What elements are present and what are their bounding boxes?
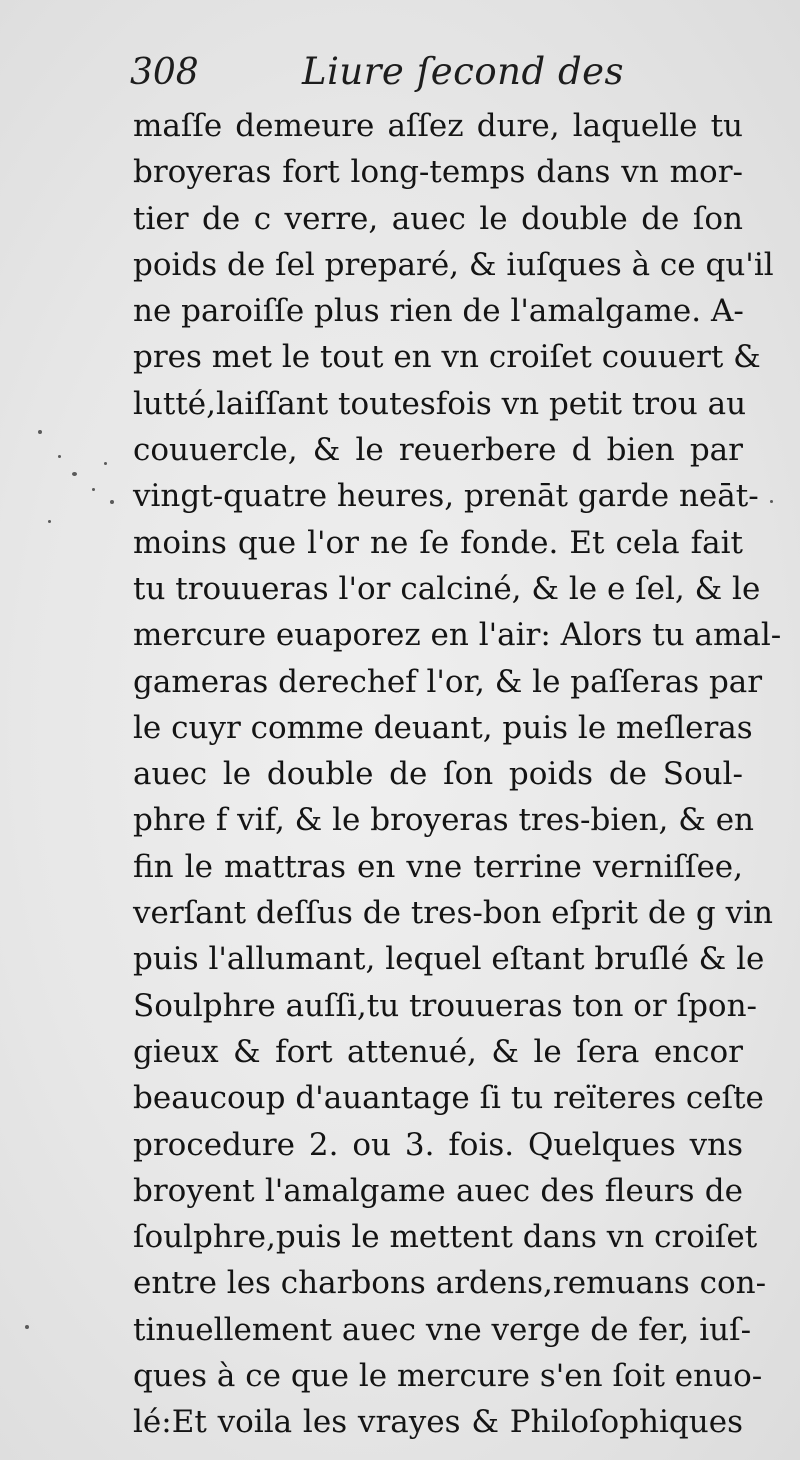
body-text — [133, 103, 782, 1446]
text-line: ne paroiſſe plus rien de l'amalgame. A- — [133, 293, 744, 330]
text-line: broyent l'amalgame auec des fleurs de — [133, 1172, 743, 1209]
text-line: poids de ſel preparé, & iuſques à ce qu'il — [133, 246, 774, 283]
text-line: pres met le tout en vn croiſet couuert & — [133, 339, 761, 376]
text-line: couuercle, & le reuerbere d bien par — [133, 432, 743, 469]
text-line: ſoulphre,puis le mettent dans vn croiſet — [133, 1219, 758, 1256]
text-line: tu trouueras l'or calciné, & le e ſel, & le — [133, 570, 761, 607]
text-line: tinuellement auec vne verge de fer, iuſ- — [133, 1311, 752, 1348]
paper-speck — [72, 472, 77, 476]
text-line: verſant deſſus de tres-bon eſprit de g vin — [133, 895, 773, 932]
text-line: lé:Et voila les vrayes & Philoſophiques — [133, 1404, 743, 1441]
text-line: vingt-quatre heures, prenāt garde neāt- — [133, 478, 759, 515]
text-line: mercure euaporez en l'air: Alors tu amal- — [133, 617, 782, 654]
text-line: gameras derechef l'or, & le paſſeras par — [133, 663, 763, 700]
paper-speck — [58, 455, 61, 458]
text-line: ques à ce que le mercure s'en ſoit enuo- — [133, 1358, 763, 1395]
text-line: tier de c verre, auec le double de ſon — [133, 200, 743, 237]
text-line: beaucoup d'auantage ſi tu reïteres ceſte — [133, 1080, 764, 1117]
text-line: Soulphre auſſi,tu trouueras ton or ſpon- — [133, 987, 758, 1024]
paper-speck — [48, 520, 51, 523]
paper-speck — [110, 500, 114, 504]
text-line: procedure 2. ou 3. fois. Quelques vns — [133, 1126, 743, 1163]
text-line: puis l'allumant, lequel eſtant bruſlé & le — [133, 941, 765, 978]
text-line: lutté,laiſſant toutesfois vn petit trou au — [133, 385, 747, 422]
paper-speck — [25, 1325, 29, 1329]
page-number: 308 — [130, 52, 199, 93]
text-line: entre les charbons ardens,remuans con- — [133, 1265, 767, 1302]
text-line: maſſe demeure aſſez dure, laquelle tu — [133, 108, 743, 144]
text-line: gieux & fort attenué, & le ſera encor — [133, 1033, 743, 1070]
text-line: phre f vif, & le broyeras tres-bien, & en — [133, 802, 755, 839]
text-line: moins que l'or ne ſe fonde. Et cela fait — [133, 524, 743, 561]
paper-speck — [770, 500, 773, 503]
page-header — [130, 46, 750, 102]
paper-speck — [104, 462, 107, 465]
text-line: le cuyr comme deuant, puis le meſleras — [133, 709, 753, 746]
text-line: broyeras fort long-temps dans vn mor- — [133, 154, 743, 191]
text-line: fin le mattras en vne terrine verniſſee, — [133, 848, 743, 885]
paper-speck — [38, 430, 42, 434]
running-title: Liure ſecond des — [302, 50, 625, 93]
paper-speck — [92, 488, 95, 491]
text-line: auec le double de ſon poids de Soul- — [133, 756, 743, 793]
